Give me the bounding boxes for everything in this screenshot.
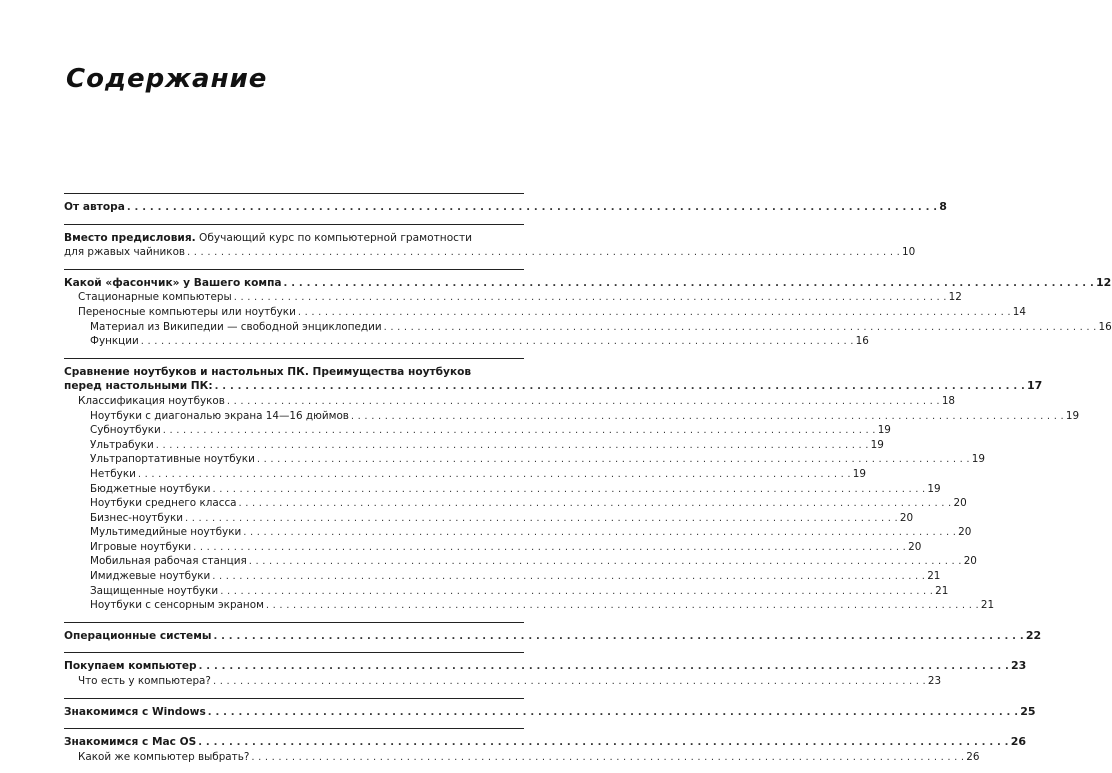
toc-heading-bold: Сравнение ноутбуков и настольных ПК. Преимущества ноутбуков [64, 365, 472, 378]
toc-entry[interactable] [64, 525, 972, 540]
toc-entry[interactable] [64, 704, 1036, 720]
toc-entry-page: 23 [927, 675, 942, 688]
toc-entry-title: Бизнес-ноутбуки [90, 511, 183, 524]
toc-section [64, 728, 1026, 773]
toc-entry[interactable] [64, 379, 1043, 394]
dot-leader [193, 541, 906, 556]
dot-leader [266, 599, 979, 614]
toc-entry[interactable] [64, 628, 1042, 644]
dot-leader [298, 306, 1011, 321]
page-title: Содержание [66, 64, 268, 94]
dot-leader [351, 410, 1064, 425]
toc-entry[interactable] [64, 569, 941, 584]
toc-entry-title: Материал из Википедии — свободной энциклопедии [90, 320, 382, 333]
toc-entry-page: 8 [939, 200, 947, 213]
toc-entry-page: 22 [1025, 628, 1042, 642]
toc-entry-title: Имиджевые ноутбуки [90, 570, 211, 583]
toc-entry-title: Ноутбуки с диагональю экрана 14—16 дюймов [90, 409, 349, 422]
toc-entry-title: перед настольными ПК: [64, 380, 213, 393]
dot-leader [384, 321, 1097, 336]
toc-entry[interactable] [64, 659, 1027, 674]
toc-entry-title: Игровые ноутбуки [90, 540, 192, 553]
toc-entry-page: 19 [971, 453, 985, 466]
toc-entry[interactable] [64, 305, 1026, 320]
toc-entry-title: Знакомимся с Windows [64, 705, 206, 718]
toc-entry[interactable] [64, 496, 967, 511]
toc-entry-page: 19 [1065, 409, 1080, 422]
dot-leader [257, 453, 970, 468]
dot-leader [284, 277, 1094, 292]
toc-entry[interactable] [64, 320, 1112, 335]
toc-entry-title: Ультрабуки [90, 438, 154, 451]
toc-entry-page: 26 [1010, 735, 1026, 749]
toc-entry[interactable] [64, 511, 914, 526]
toc-entry-page: 12 [1095, 275, 1112, 289]
toc-section [64, 269, 1112, 358]
toc-entry-title: Покупаем компьютер [64, 660, 197, 673]
dot-leader [213, 630, 1023, 645]
toc-entry[interactable] [64, 584, 949, 599]
toc-entry[interactable] [64, 200, 947, 215]
dot-leader [234, 291, 947, 306]
toc-entry[interactable] [64, 540, 922, 555]
dot-leader [138, 468, 851, 483]
toc-heading-bold: Вместо предисловия. [64, 231, 196, 244]
dot-leader [185, 512, 898, 527]
dot-leader [213, 675, 926, 690]
toc-heading-line [64, 365, 524, 380]
toc-heading-rest: Обучающий курс по компьютерной грамотности [195, 231, 473, 244]
toc-entry-title: Мультимедийные ноутбуки [90, 526, 242, 539]
toc-entry-title: Защищенные ноутбуки [90, 584, 219, 597]
dot-leader [199, 660, 1009, 675]
dot-leader [239, 497, 952, 512]
dot-leader [213, 483, 926, 498]
dot-leader [198, 736, 1008, 751]
toc-entry-page: 16 [1098, 320, 1112, 333]
dot-leader [220, 585, 933, 600]
toc-entry-page: 18 [941, 394, 956, 407]
toc-entry[interactable] [64, 290, 962, 305]
toc-entry-page: 20 [908, 540, 922, 553]
toc-entry-page: 19 [852, 467, 867, 480]
toc-entry-title: Субноутбуки [90, 424, 161, 437]
dot-leader [141, 335, 854, 350]
toc-entry-title: Мобильная рабочая станция [90, 555, 247, 568]
toc-entry-title: Переносные компьютеры или ноутбуки [78, 305, 296, 318]
toc-entry-title: для ржавых чайников [64, 246, 186, 259]
toc-entry-page: 19 [870, 438, 884, 451]
toc-entry-page: 20 [899, 511, 914, 524]
toc-entry-page: 21 [980, 599, 995, 612]
table-of-contents [64, 193, 1112, 773]
toc-section [64, 224, 916, 269]
toc-entry-page: 17 [1027, 379, 1043, 393]
toc-entry-title: От автора [64, 201, 125, 213]
toc-entry-page: 19 [877, 424, 891, 437]
dot-leader [212, 570, 925, 585]
toc-section [64, 622, 1042, 653]
toc-entry-title: Ноутбуки с сенсорным экраном [90, 599, 264, 612]
toc-entry[interactable] [64, 735, 1026, 750]
toc-entry-title: Нетбуки [90, 467, 136, 480]
dot-leader [251, 751, 964, 766]
dot-leader [243, 526, 956, 541]
toc-entry-page: 21 [927, 570, 941, 583]
toc-entry-title: Ультрапортативные ноутбуки [90, 453, 255, 466]
toc-entry-page: 20 [963, 555, 977, 568]
toc-entry[interactable] [64, 245, 916, 260]
toc-entry-title: Бюджетные ноутбуки [90, 482, 211, 495]
toc-entry[interactable] [64, 467, 867, 482]
toc-entry[interactable] [64, 334, 869, 349]
toc-entry-page: 26 [966, 750, 980, 763]
toc-entry-title: Знакомимся с Mac OS [64, 736, 197, 749]
dot-leader [227, 395, 940, 410]
toc-entry-page: 20 [953, 497, 967, 510]
toc-entry-title: Стационарные компьютеры [78, 291, 232, 304]
toc-entry[interactable] [64, 482, 941, 497]
toc-entry-title: Что есть у компьютера? [78, 675, 211, 688]
toc-entry[interactable] [64, 275, 1112, 291]
toc-entry-page: 21 [935, 584, 949, 597]
toc-section [64, 652, 1027, 697]
toc-entry[interactable] [64, 750, 980, 765]
toc-entry-title: Операционные системы [64, 629, 212, 642]
dot-leader [156, 439, 869, 454]
toc-entry[interactable] [64, 674, 942, 689]
toc-section [64, 193, 947, 224]
toc-entry-page: 14 [1012, 305, 1026, 318]
toc-entry-page: 25 [1020, 704, 1036, 718]
toc-entry[interactable] [64, 598, 995, 613]
dot-leader [249, 555, 962, 570]
toc-entry-page: 12 [948, 291, 962, 304]
dot-leader [208, 706, 1018, 721]
dot-leader [187, 246, 900, 261]
toc-entry-page: 16 [855, 335, 869, 348]
toc-entry-page: 20 [958, 526, 972, 539]
toc-entry-title: Классификация ноутбуков [78, 394, 225, 407]
toc-entry-page: 19 [927, 482, 941, 495]
toc-entry-page: 23 [1011, 659, 1027, 673]
toc-entry[interactable] [64, 409, 1080, 424]
toc-entry[interactable] [64, 554, 977, 569]
toc-entry-title: Функции [90, 335, 139, 348]
toc-entry[interactable] [64, 423, 891, 438]
toc-entry[interactable] [64, 452, 985, 467]
dot-leader [127, 201, 937, 216]
toc-entry-title: Какой «фасончик» у Вашего компа [64, 276, 282, 289]
toc-heading-line [64, 231, 524, 246]
toc-entry[interactable] [64, 394, 956, 409]
toc-section [64, 698, 1036, 729]
toc-entry[interactable] [64, 438, 884, 453]
toc-entry-title: Какой же компьютер выбрать? [78, 750, 250, 763]
toc-entry-page: 10 [901, 246, 916, 259]
toc-section [64, 358, 1080, 622]
toc-entry-title: Ноутбуки среднего класса [90, 497, 237, 510]
dot-leader [215, 380, 1025, 395]
dot-leader [163, 424, 876, 439]
